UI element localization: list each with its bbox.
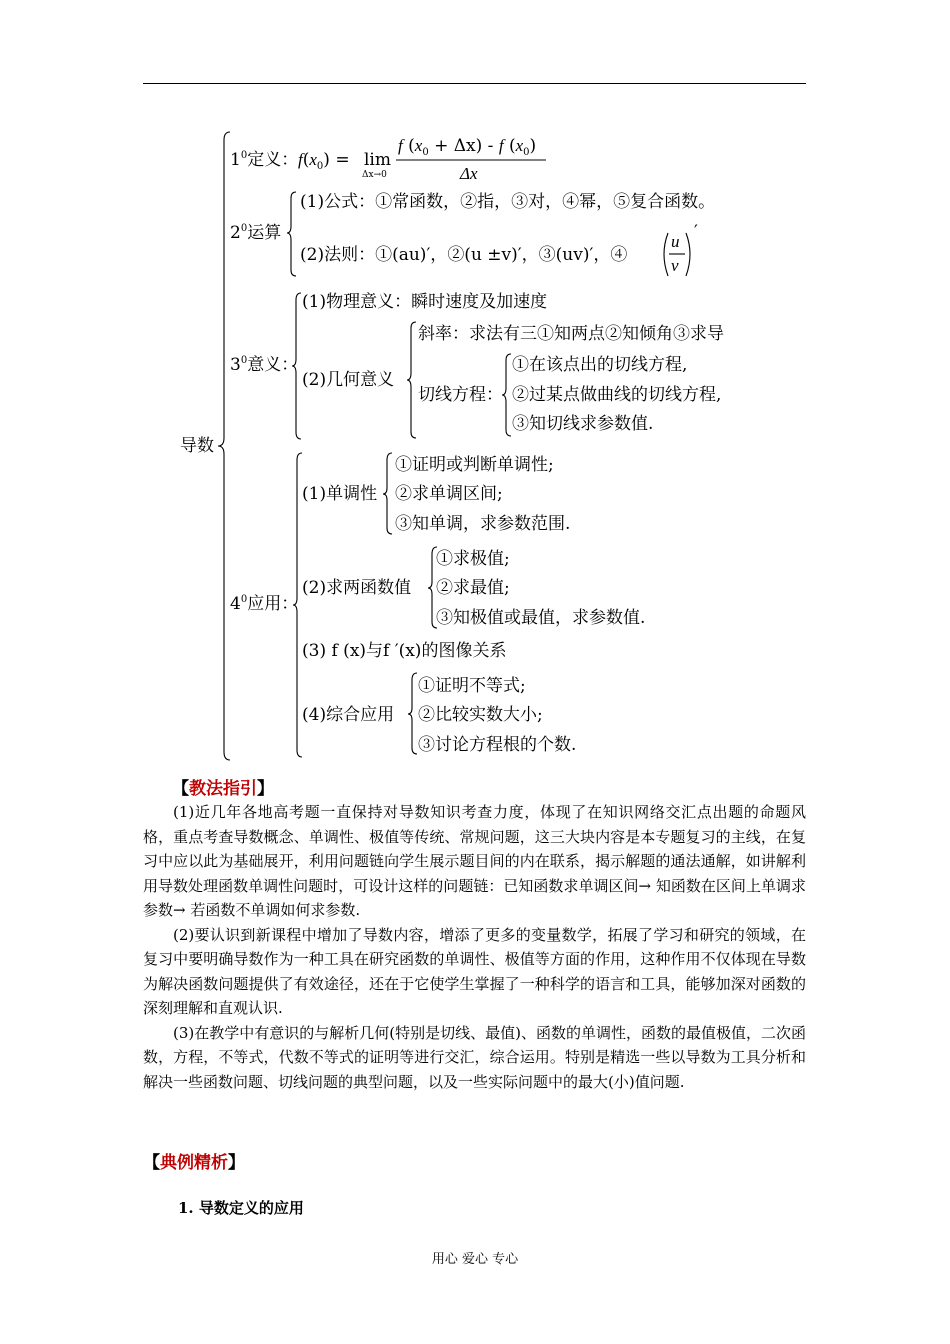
def-lhs: $f(x_0)$ = <box>298 150 350 172</box>
root-label: 导数 <box>180 436 214 456</box>
meaning-geometric: (2)几何意义 <box>302 370 395 390</box>
uv-denominator: v <box>671 256 679 275</box>
apply-mono: (1)单调性 <box>302 484 378 504</box>
tangent-item: ③知切线求参数值. <box>512 414 654 434</box>
meaning-slope: 斜率：求法有三①知两点②知倾角③求导 <box>418 324 724 344</box>
mono-item: ③知单调，求参数范围. <box>395 514 571 534</box>
tangent-item: ②过某点做曲线的切线方程, <box>512 385 722 405</box>
examples-heading: 【典例精析】 <box>143 1153 245 1173</box>
extreme-item: ②求最值; <box>436 578 510 598</box>
ops-label: $2^0$运算 <box>230 223 282 243</box>
geometric-brace <box>407 322 416 438</box>
combo-item: ③讨论方程根的个数. <box>418 735 577 755</box>
meaning-physical: (1)物理意义：瞬时速度及加速度 <box>302 292 548 312</box>
uv-prime: ′ <box>694 222 698 242</box>
ops-rules: (2)法则：①(au)′，②(u ±v)′，③(uv)′，④ <box>300 245 628 265</box>
tangent-brace <box>502 354 511 436</box>
apply-combo: (4)综合应用 <box>302 705 395 725</box>
combo-item: ②比较实数大小; <box>418 705 543 725</box>
teaching-heading: 【教法指引】 <box>172 779 274 799</box>
ops-formula: (1)公式：①常函数，②指，③对，④幂，⑤复合函数。 <box>300 192 716 212</box>
uv-left-paren <box>664 233 668 276</box>
def-numerator: f $(x_0 + \Delta x) - f$ $(x_0)$ <box>398 136 537 158</box>
meaning-label: $3^0$意义： <box>230 355 299 375</box>
example-item-1: 1. 导数定义的应用 <box>178 1199 304 1217</box>
root-brace <box>218 132 230 760</box>
extreme-item: ③知极值或最值，求参数值. <box>436 608 646 628</box>
extreme-item: ①求极值; <box>436 549 510 569</box>
apply-graph: (3) f (x)与f ′(x)的图像关系 <box>302 641 507 661</box>
apply-extreme: (2)求两函数值 <box>302 578 412 598</box>
def-denominator: Δx <box>460 164 478 183</box>
mono-item: ①证明或判断单调性; <box>395 455 554 475</box>
teaching-paragraph: (2)要认识到新课程中增加了导数内容，增添了更多的变量数学，拓展了学习和研究的领域，在复习中要明确导数作为一种工具在研究函数的单调性、极值等方面的作用，这种作用不仅体现在导数为解决函数问题提供了有效途径，还在于它使学生掌握了一种科学的语言和工具，能够加深对函数的深刻理解和直观认识. <box>143 925 806 1017</box>
ops-brace <box>287 192 296 276</box>
tangent-item: ①在该点出的切线方程, <box>512 355 688 375</box>
def-lim-under: Δx→0 <box>362 170 387 180</box>
teaching-paragraph: (1)近几年各地高考题一直保持对导数知识考查力度，体现了在知识网络交汇点出题的命题风格，重点考查导数概念、单调性、极值等传统、常规问题，这三大块内容是本专题复习的主线，在复习中应以此为基础展开，利用问题链向学生展示题目间的内在联系，揭示解题的通法通解，如讲解利用导数处理函数单调性问题时，可设计这样的问题链：已知函数求单调区间→ 知函数在区间上单调求参数→ 若函数不单调如何求参数. <box>143 803 806 919</box>
apply-label: $4^0$应用： <box>230 594 299 614</box>
combo-brace <box>408 673 417 754</box>
combo-item: ①证明不等式; <box>418 676 526 696</box>
def-label: $1^0$定义： <box>230 150 299 170</box>
uv-numerator: u <box>671 232 680 251</box>
page-footer: 用心 爱心 专心 <box>431 1252 519 1267</box>
mono-brace <box>383 453 392 534</box>
uv-right-paren <box>686 233 690 276</box>
meaning-tangent-label: 切线方程： <box>418 385 503 405</box>
mono-item: ②求单调区间; <box>395 484 503 504</box>
teaching-body <box>143 800 806 1094</box>
def-lim: lim <box>364 150 391 170</box>
teaching-paragraph: (3)在教学中有意识的与解析几何(特别是切线、最值)、函数的单调性，函数的最值极值，二次函数，方程，不等式，代数不等式的证明等进行交汇，综合运用。特别是精选一些以导数为工具分析和解决一些函数问题、切线问题的典型问题，以及一些实际问题中的最大(小)值问题. <box>143 1023 806 1091</box>
